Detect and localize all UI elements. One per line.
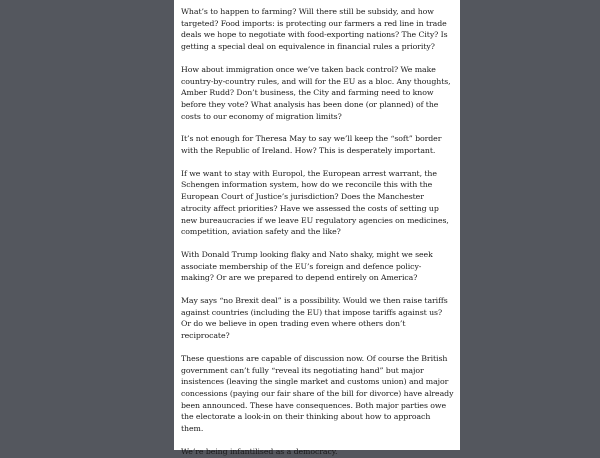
paragraph-defence: With Donald Trump looking flaky and Nato shaky, might we seek associate membership of the EU’s foreign and defence policy-making? Or are we prepared to depend entirely on America? [181,249,433,283]
article-page [174,0,460,456]
paragraph-tariffs: May says “no Brexit deal” is a possibility. Would we then raise tariffs against countries (including the EU) that impose tariffs against us? Or do we believe in open trading even where others don’t reciprocate? [181,296,448,341]
paragraph-irish-border: It’s not enough for Theresa May to say we’ll keep the “soft” border with the Republic of Ireland. How? This is desperately important. [181,134,442,156]
paragraph-farming: What’s to happen to farming? Will there still be subsidy, and how targeted? Food imports: is protecting our farmers a red line in trade deals we hope to negotiate with food-exporting nations? The City? Is getting a special deal on equivalence in financial rules a priority? [181,7,448,52]
paragraph-immigration: How about immigration once we’ve taken back control? We make country-by-country rules, and will for the EU as a bloc. Any thoughts, Amber Rudd? Don’t business, the City and farming need to know before they vote? What analysis has been done (or planned) of the costs to our economy of migration limits? [181,64,451,121]
paragraph-security: If we want to stay with Europol, the European arrest warrant, the Schengen information system, how do we reconcile this with the European Court of Justice’s jurisdiction? Does the Manchester atrocity affect priorities? Have we assessed the costs of setting up new bureaucracies if we leave EU regulatory agencies on medicines, competition, aviation safety and the like? [181,168,449,237]
paragraph-conclusion: We’re being infantilised as a democracy. [181,446,338,456]
paragraph-negotiation: These questions are capable of discussion now. Of course the British government can’t fully “reveal its negotiating hand” but major insistences (leaving the single market and customs union) and major concessions (paying our fair share of the bill for divorce) have already been announced. These have consequences. Both major parties owe the electorate a look-in on their thinking about how to approach them. [181,353,454,434]
